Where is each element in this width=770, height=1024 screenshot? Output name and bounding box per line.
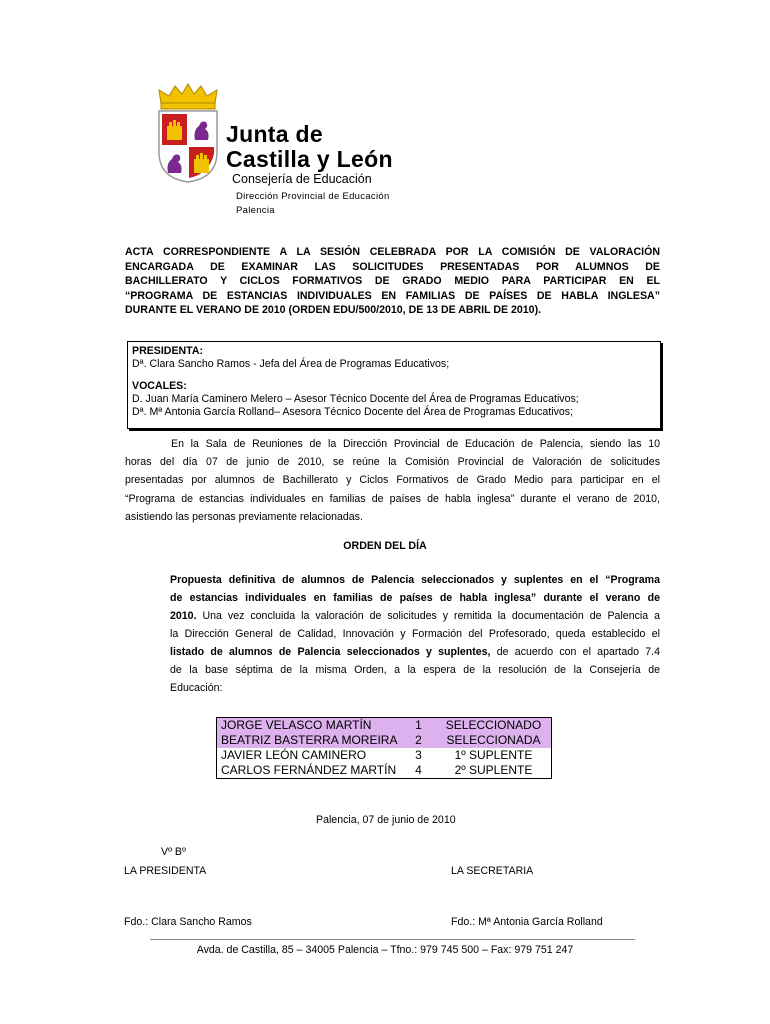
vocal-1: D. Juan María Caminero Melero – Asesor Técnico Docente del Área de Programas Educativos; (132, 393, 579, 405)
opening-paragraph (125, 435, 660, 526)
paragraph-line (170, 607, 660, 625)
footer-address: Avda. de Castilla, 85 – 34005 Palencia – Tfno.: 979 745 500 – Fax: 979 751 247 (196, 944, 574, 956)
acta-title (125, 245, 660, 318)
institution-name-line2: Castilla y León (226, 146, 393, 172)
student-status: 1º SUPLENTE (435, 748, 552, 763)
student-status: 2º SUPLENTE (435, 763, 552, 779)
paragraph-line: Propuesta definitiva de alumnos de Palencia seleccionados y suplentes en el “Programa (170, 574, 660, 586)
student-status: SELECCIONADO (435, 718, 552, 734)
student-name: JORGE VELASCO MARTÍN (217, 718, 402, 734)
secretaria-signature-label: LA SECRETARIA (451, 865, 534, 877)
table-row (217, 718, 552, 734)
presidenta-signed: Fdo.: Clara Sancho Ramos (124, 916, 252, 928)
coat-of-arms-icon (155, 82, 221, 184)
paragraph-line: horas del día 07 de junio de 2010, se reúne la Comisión Provincial de Valoración de solicitudes (125, 456, 660, 469)
line-rest: de acuerdo con el apartado 7.4 (490, 646, 660, 658)
presidenta-signature-label: LA PRESIDENTA (124, 865, 207, 877)
acta-line: BACHILLERATO Y CICLOS FORMATIVOS DE GRADO MEDIO PARA PARTICIPAR EN EL (125, 275, 660, 288)
paragraph-line: Educación: (170, 682, 223, 694)
orden-paragraph (170, 571, 660, 697)
footer-divider (150, 939, 635, 940)
acta-line: “PROGRAMA DE ESTANCIAS INDIVIDUALES EN FAMILIAS DE PAÍSES DE HABLA INGLESA” (125, 289, 660, 302)
student-status: SELECCIONADA (435, 733, 552, 748)
paragraph-line: de estancias individuales en familias de países de habla inglesa” durante el verano de (170, 592, 660, 604)
institution-name-line1: Junta de (226, 121, 323, 147)
students-table (216, 717, 552, 779)
orden-del-dia-title: ORDEN DEL DÍA (343, 540, 427, 552)
acta-line: ACTA CORRESPONDIENTE A LA SESIÓN CELEBRADA POR LA COMISIÓN DE VALORACIÓN (125, 246, 660, 258)
paragraph-line (170, 643, 660, 661)
paragraph-line: de la base séptima de la misma Orden, a la espera de la resolución de la Consejería de (170, 664, 660, 676)
table-row (217, 763, 552, 779)
vocales-label: VOCALES: (132, 380, 187, 392)
vocal-2: Dª. Mª Antonia García Rolland– Asesora Técnico Docente del Área de Programas Educativos; (132, 406, 574, 418)
line-rest: Una vez concluida la valoración de solicitudes y remitida la documentación de Palencia a (196, 610, 660, 622)
paragraph-line: la Dirección General de Calidad, Innovación y Formación del Profesorado, queda establecido el (170, 628, 660, 640)
secretaria-signed: Fdo.: Mª Antonia García Rolland (451, 916, 603, 928)
student-name: JAVIER LEÓN CAMINERO (221, 748, 367, 762)
student-name: BEATRIZ BASTERRA MOREIRA (217, 733, 402, 748)
table-row (217, 733, 552, 748)
consejeria: Consejería de Educación (232, 172, 372, 186)
acta-line: ENCARGADA DE EXAMINAR LAS SOLICITUDES PRESENTADAS POR ALUMNOS DE (125, 260, 660, 273)
bold-listado: listado de alumnos de Palencia seleccionados y suplentes, (170, 646, 491, 658)
paragraph-line: En la Sala de Reuniones de la Dirección Provincial de Educación de Palencia, siendo las 10 (171, 438, 660, 450)
student-number: 1 (401, 718, 435, 734)
presidenta-label: PRESIDENTA: (132, 345, 204, 357)
ciudad: Palencia (236, 205, 275, 216)
table-row (217, 748, 552, 763)
acta-line: DURANTE EL VERANO DE 2010 (ORDEN EDU/500/2010, DE 13 DE ABRIL DE 2010). (125, 304, 542, 317)
visto-bueno: Vº Bº (161, 846, 186, 858)
paragraph-line: asistiendo las personas previamente relacionadas. (125, 510, 363, 523)
bold-year: 2010. (170, 610, 197, 622)
members-box (127, 341, 661, 429)
presidenta-text: Dª. Clara Sancho Ramos - Jefa del Área de Programas Educativos; (132, 358, 450, 370)
paragraph-line: “Programa de estancias individuales en familias de países de habla inglesa” durante el verano de 2010, (125, 492, 660, 505)
fecha: Palencia, 07 de junio de 2010 (316, 814, 456, 826)
student-number: 2 (401, 733, 435, 748)
student-number: 3 (415, 748, 422, 762)
student-name: CARLOS FERNÁNDEZ MARTÍN (221, 763, 397, 777)
student-number: 4 (415, 763, 422, 777)
paragraph-line: presentadas por alumnos de Bachillerato y Ciclos Formativos de Grado Medio para participar en el (125, 474, 660, 487)
direccion-provincial: Dirección Provincial de Educación (236, 191, 390, 202)
